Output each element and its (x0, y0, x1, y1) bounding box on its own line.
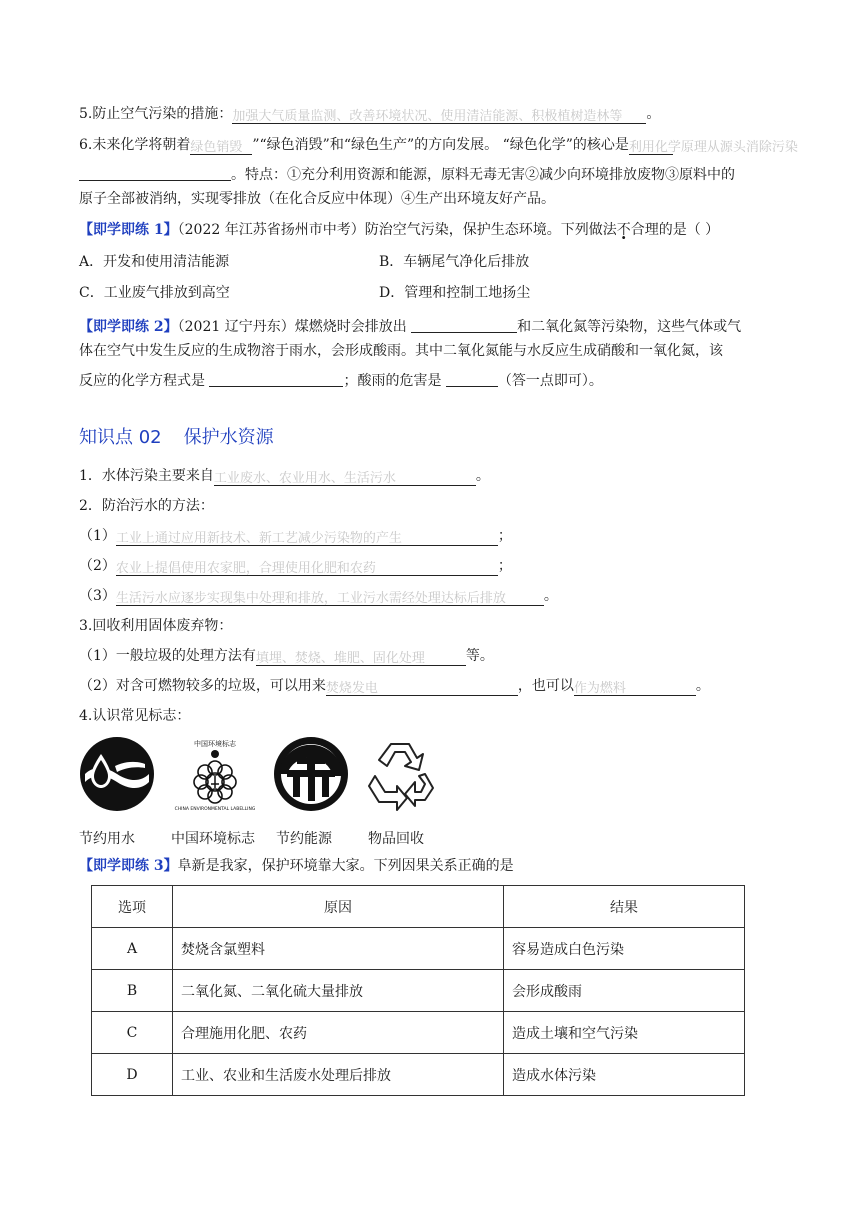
item-end: ； (497, 528, 512, 544)
cell-reason: 二氧化氮、二氧化硫大量排放 (173, 970, 504, 1012)
recycle-icon (365, 736, 437, 812)
exercise-2-line3 (79, 368, 603, 391)
exercise-2-line3-c: （答一点即可）。 (497, 373, 603, 389)
exercise-1-option-c[interactable]: C．工业废气排放到高空 (79, 285, 230, 301)
item-number: （1） (79, 528, 116, 544)
item-number: （2） (79, 558, 116, 574)
exercise-3-text: 阜新是我家，保护环境靠大家。下列因果关系正确的是 (177, 858, 514, 874)
q6-blank2: 利用化学原理从源头消除污染 (628, 140, 798, 155)
water-q1-end: 。 (475, 468, 490, 484)
q5-end: 。 (646, 106, 661, 122)
china-environmental-label-icon (175, 736, 255, 812)
water-q3-1-pre: （1）一般垃圾的处理方法有 (79, 648, 256, 664)
exercise-2-line3-b: ；酸雨的危害是 (343, 373, 446, 389)
water-q4: 4.认识常见标志： (79, 708, 191, 724)
q6-blank1: 绿色销毁 (190, 138, 252, 155)
exercise-2-blank1[interactable] (411, 316, 517, 333)
table-row[interactable] (92, 1054, 745, 1096)
water-q3-2-blank1: 焚烧发电 (326, 679, 518, 696)
table-row[interactable] (92, 928, 745, 970)
cause-effect-table (91, 885, 745, 1096)
water-q2-item-3 (79, 586, 558, 606)
exercise-2-blank2[interactable] (209, 370, 343, 387)
exercise-1-tag: 【即学即练 1】 (79, 222, 178, 238)
water-q3-1-blank: 填埋、焚烧、堆肥、固化处理 (256, 649, 466, 666)
table-row[interactable] (92, 970, 745, 1012)
section-heading (79, 428, 274, 448)
water-q2-blank-1: 工业上通过应用新技术、新工艺减少污染物的产生 (116, 529, 498, 546)
q6-end: 。特点：①充分利用资源和能源，原料无毒无害②减少向环境排放废物③原料中的 (231, 167, 735, 183)
exercise-3-tag: 【即学即练 3】 (79, 858, 178, 874)
exercise-1-option-b[interactable]: B．车辆尾气净化后排放 (379, 254, 530, 270)
water-q3: 3.回收利用固体废弃物： (79, 618, 233, 634)
cell-result: 造成土壤和空气污染 (504, 1012, 745, 1054)
section-number: 知识点 02 (79, 427, 162, 448)
item-end: ； (497, 558, 512, 574)
header-result: 结果 (504, 886, 745, 928)
water-q3-2-mid: ，也可以 (517, 678, 574, 694)
water-q1-blank: 工业废水、农业用水、生活污水 (214, 469, 476, 486)
cell-reason: 合理施用化肥、农药 (173, 1012, 504, 1054)
water-q3-2-pre: （2）对含可燃物较多的垃圾，可以用来 (79, 678, 326, 694)
q5-line (79, 104, 660, 124)
item-number: （3） (79, 588, 116, 604)
icon-label-save-water: 节约用水 (79, 831, 135, 847)
exercise-2-line3-a: 反应的化学方程式是 (79, 373, 210, 389)
water-q3-2 (79, 676, 710, 696)
water-q2-item-2 (79, 556, 512, 576)
item-end: 。 (543, 588, 558, 604)
table-row[interactable] (92, 1012, 745, 1054)
water-q2: 2．防治污水的方法： (79, 498, 214, 514)
icon-label-recycle: 物品回收 (368, 831, 424, 847)
label-bottom-text: CHINA ENVIRONMENTAL LABELLING (174, 807, 256, 812)
q5-blank: 加强大气质量监测、改善环境状况、使用清洁能源、积极植树造林等 (232, 107, 646, 124)
icon-label-save-energy: 节约能源 (276, 831, 332, 847)
exercise-3-stem (79, 856, 514, 876)
section-title: 保护水资源 (183, 427, 274, 448)
exercise-1-option-d[interactable]: D．管理和控制工地扬尘 (379, 285, 531, 301)
water-q2-item-1 (79, 526, 512, 546)
exercise-1-stem-a: （2022 年江苏省扬州市中考）防治空气污染，保护生态环境。下列做法 (177, 222, 617, 238)
water-q2-blank-3: 生活污水应逐步实现集中处理和排放，工业污水需经处理达标后排放 (116, 589, 544, 606)
q6-blank2-cont (79, 164, 231, 181)
exercise-2-blank3[interactable] (446, 370, 498, 387)
exercise-2-line2: 体在空气中发生反应的生成物溶于雨水，会形成酸雨。其中二氧化氮能与水反应生成硝酸和一氧化氮，该 (79, 343, 723, 359)
cell-option: A (92, 928, 173, 970)
cell-option: B (92, 970, 173, 1012)
water-q1 (79, 466, 490, 486)
cell-result: 造成水体污染 (504, 1054, 745, 1096)
table-header-row (92, 886, 745, 928)
water-q1-text: 1．水体污染主要来自 (79, 468, 214, 484)
q6-line1 (79, 135, 798, 155)
emphasis-char: 不 (616, 222, 631, 238)
label-top-text: 中国环境标志 (194, 740, 236, 748)
cell-reason: 焚烧含氯塑料 (173, 928, 504, 970)
header-option: 选项 (92, 886, 173, 928)
q6-pre: 6.未来化学将朝着 (79, 137, 191, 153)
exercise-1-stem-b: 合理的是（ ） (630, 222, 720, 238)
header-reason: 原因 (173, 886, 504, 928)
cell-result: 会形成酸雨 (504, 970, 745, 1012)
q6-line2 (79, 162, 735, 185)
exercise-2-tag: 【即学即练 2】 (79, 319, 178, 335)
cell-result: 容易造成白色污染 (504, 928, 745, 970)
exercise-1-option-a[interactable]: A．开发和使用清洁能源 (79, 254, 230, 270)
icon-label-environmental: 中国环境标志 (171, 831, 255, 847)
exercise-2-line1-b: 和二氧化氮等污染物，这些气体或气 (517, 319, 742, 335)
water-q3-2-blank2: 作为燃料 (574, 679, 696, 696)
q6-mid: ”“绿色消毁”和“绿色生产”的方向发展。 “绿色化学”的核心是 (252, 137, 629, 153)
q6-line3: 原子全部被消纳，实现零排放（在化合反应中体现）④生产出环境友好产品。 (79, 191, 555, 207)
exercise-1-stem (79, 220, 719, 240)
water-q3-1-end: 等。 (465, 648, 494, 664)
q5-text: 5.防止空气污染的措施： (79, 106, 233, 122)
save-water-icon (79, 736, 155, 812)
water-q3-2-end: 。 (695, 678, 710, 694)
water-q2-blank-2: 农业上提倡使用农家肥，合理使用化肥和农药 (116, 559, 498, 576)
exercise-2-line1 (79, 314, 741, 337)
cell-option: D (92, 1054, 173, 1096)
cell-option: C (92, 1012, 173, 1054)
cell-reason: 工业、农业和生活废水处理后排放 (173, 1054, 504, 1096)
water-q3-1 (79, 646, 494, 666)
exercise-2-line1-a: （2021 辽宁丹东）煤燃烧时会排放出 (177, 319, 412, 335)
save-energy-icon (271, 736, 351, 812)
